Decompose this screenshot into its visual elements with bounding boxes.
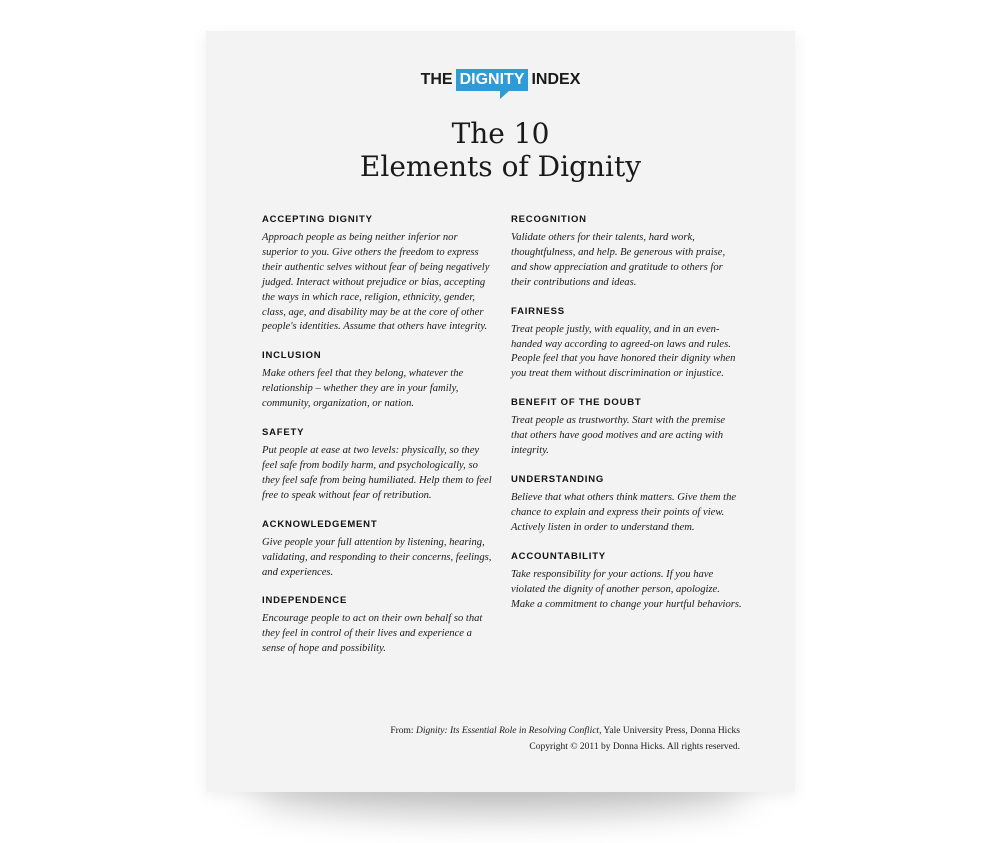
- element-independence: [262, 595, 494, 657]
- logo-word-index: INDEX: [531, 71, 581, 88]
- section-heading: INDEPENDENCE: [262, 595, 348, 607]
- section-body: Believe that what others think matters. Give them the chance to explain and express their points of view. Actively listen in order to understand them.: [511, 491, 737, 533]
- section-body: Treat people justly, with equality, and in an even-handed way according to agreed-on laws and rules. People feel that you have honored their dignity when you treat them without discrimination or injustice.: [511, 323, 736, 380]
- section-heading: ACCEPTING DIGNITY: [262, 214, 373, 225]
- section-body: Encourage people to act on their own behalf so that they feel in control of their lives and experience a sense of hope and possibility.: [262, 613, 483, 655]
- page-title: [206, 117, 795, 183]
- citation-from-label: From:: [390, 726, 416, 736]
- section-body: Give people your full attention by listening, hearing, validating, and responding to their concerns, feelings, and experiences.: [262, 536, 492, 578]
- section-body: Take responsibility for your actions. If you have violated the dignity of another person, apologize. Make a commitment to change your hurtful behaviors.: [511, 568, 742, 610]
- element-fairness: [511, 306, 743, 383]
- section-heading: ACKNOWLEDGEMENT: [262, 518, 378, 530]
- element-inclusion: [262, 350, 494, 412]
- section-heading: ACCOUNTABILITY: [511, 550, 606, 562]
- section-heading: SAFETY: [262, 427, 305, 439]
- source-citation: [390, 723, 740, 755]
- section-heading: RECOGNITION: [511, 214, 587, 225]
- element-safety: [262, 427, 494, 504]
- document-page: [206, 31, 795, 792]
- element-recognition: [511, 214, 743, 291]
- element-accountability: [511, 551, 743, 613]
- title-line-1: The 10: [451, 117, 550, 150]
- dignity-index-logo: [206, 69, 795, 105]
- section-heading: UNDERSTANDING: [511, 473, 605, 485]
- citation-line: [390, 723, 740, 739]
- section-heading: BENEFIT OF THE DOUBT: [511, 397, 642, 409]
- logo-word-the: THE: [420, 71, 453, 88]
- title-line-2: Elements of Dignity: [359, 150, 642, 183]
- section-body: Treat people as trustworthy. Start with the premise that others have good motives and are acting with integrity.: [511, 415, 726, 457]
- element-acknowledgement: [262, 519, 494, 581]
- section-body: Make others feel that they belong, whatever the relationship – whether they are in your family, community, organization, or nation.: [262, 368, 464, 410]
- element-benefit-of-the-doubt: [511, 397, 743, 459]
- section-body: Validate others for their talents, hard work, thoughtfulness, and help. Be generous with praise, and show appreciation and gratitude to others for their contributions and ideas.: [511, 232, 726, 288]
- section-heading: FAIRNESS: [511, 305, 565, 317]
- citation-publisher: , Yale University Press, Donna Hicks: [599, 726, 740, 736]
- section-body: Put people at ease at two levels: physically, so they feel safe from bodily harm, and psychologically, so they feel safe from being humiliated. Help them to feel free to speak without fear of retribution.: [262, 445, 492, 501]
- copyright-notice: Copyright © 2011 by Donna Hicks. All rights reserved.: [529, 742, 740, 752]
- section-heading: INCLUSION: [262, 350, 322, 362]
- left-column: [262, 214, 494, 672]
- section-body: Approach people as being neither inferior nor superior to you. Give others the freedom to express their authentic selves without fear of being negatively judged. Interact without prejudice or bias, accepting the ways in which race, religion, ethnicity, gender, class, age, and disability may be at the core of other people's identities. Assume that others have integrity.: [262, 232, 490, 333]
- element-understanding: [511, 474, 743, 536]
- element-accepting-dignity: [262, 214, 494, 335]
- logo-word-dignity: DIGNITY: [456, 69, 529, 91]
- citation-book-title: Dignity: Its Essential Role in Resolving Conflict: [415, 726, 600, 736]
- right-column: [511, 214, 743, 627]
